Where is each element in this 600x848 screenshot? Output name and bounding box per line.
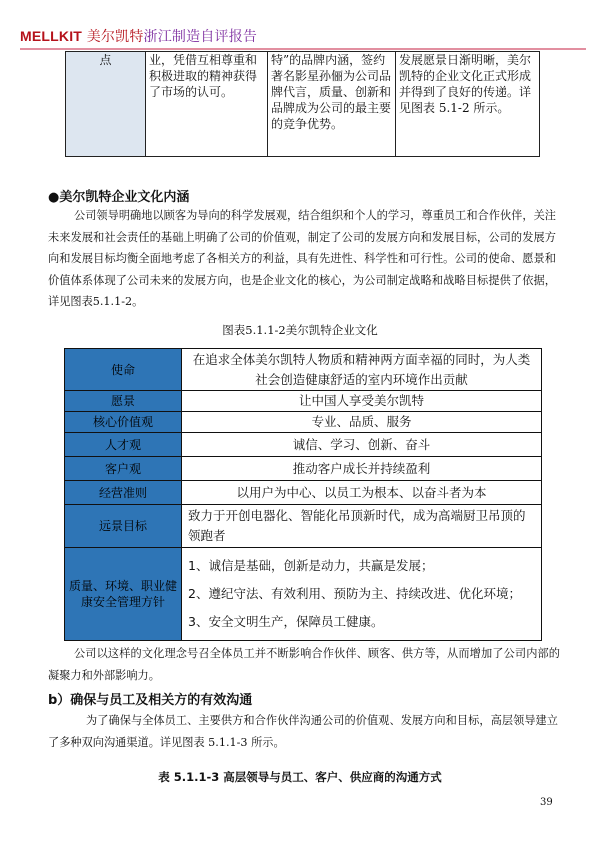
row-label: 核心价值观 <box>65 412 182 433</box>
row-value: 专业、品质、服务 <box>182 412 542 433</box>
table-cell: 业，凭借互相尊重和积极进取的精神获得了市场的认可。 <box>146 52 268 157</box>
table-cell: 点 <box>66 52 146 157</box>
section-heading: b）确保与员工及相关方的有效沟通 <box>48 693 253 708</box>
row-label: 远景目标 <box>65 505 182 548</box>
brand-name-cn: 美尔凯特 <box>82 29 144 45</box>
row-label: 使命 <box>65 349 182 391</box>
report-title: 浙江制造自评报告 <box>143 29 258 45</box>
header-divider <box>20 48 586 50</box>
table-caption: 表 5.1.1-3 高层领导与员工、客户、供应商的沟通方式 <box>158 770 442 784</box>
row-value: 诚信、学习、创新、奋斗 <box>182 433 542 457</box>
row-value <box>182 548 542 641</box>
policy-line: 1、诚信是基础，创新是动力，共赢是发展； <box>188 558 434 573</box>
page-number: 39 <box>540 797 553 808</box>
row-value: 致力于开创电器化、智能化吊顶新时代，成为高端厨卫吊顶的领跑者 <box>182 505 542 548</box>
row-label: 质量、环境、职业健康安全管理方针 <box>65 548 182 641</box>
continued-table <box>65 51 540 157</box>
row-value: 在追求全体美尔凯特人物质和精神两方面幸福的同时，为人类社会创造健康舒适的室内环境作出贡献 <box>182 349 542 391</box>
brand-name: MELLKIT <box>20 28 83 44</box>
row-label: 经营准则 <box>65 481 182 505</box>
row-value: 以用户为中心、以员工为根本、以奋斗者为本 <box>182 481 542 505</box>
body-paragraph: 为了确保与全体员工、主要供方和合作伙伴沟通公司的价值观、发展方向和目标，高层领导建立了多种双向沟通渠道。详见图表 5.1.1-3 所示。 <box>48 714 558 749</box>
row-label: 愿景 <box>65 391 182 412</box>
body-paragraph: 公司以这样的文化理念号召全体员工并不断影响合作伙伴、顾客、供方等，从而增加了公司内部的凝聚力和外部影响力。 <box>48 647 560 682</box>
policy-line: 3、安全文明生产，保障员工健康。 <box>188 614 384 629</box>
body-paragraph: 公司领导明确地以顾客为导向的科学发展观，结合组织和个人的学习，尊重员工和合作伙伴，关注未来发展和社会责任的基础上明确了公司的价值观，制定了公司的发展方向和发展目标，公司的发展方向和发展目标均衡全面地考虑了各相关方的利益，具有先进性、科学性和可行性。公司的使命、愿景和价值体系体现了公司未来的发展方向，也是企业文化的核心，为公司制定战略和战略目标提供了依据，详见图表5.1.1-2。 <box>48 209 556 308</box>
row-value: 让中国人享受美尔凯特 <box>182 391 542 412</box>
policy-line: 2、遵纪守法、有效利用、预防为主、持续改进、优化环境； <box>188 586 521 601</box>
table-cell: 特”的品牌内涵，签约著名影星孙俪为公司品牌代言，质量、创新和品牌成为公司的最主要的竞争优势。 <box>268 52 396 157</box>
table-cell: 发展愿景日渐明晰，美尔凯特的企业文化正式形成并得到了良好的传递。详见图表 5.1-2 所示。 <box>396 52 540 157</box>
page-header <box>20 26 257 46</box>
section-heading: ●美尔凯特企业文化内涵 <box>48 190 190 205</box>
row-value: 推动客户成长并持续盈利 <box>182 457 542 481</box>
figure-caption: 图表5.1.1-2美尔凯特企业文化 <box>222 323 378 337</box>
row-label: 人才观 <box>65 433 182 457</box>
row-label: 客户观 <box>65 457 182 481</box>
culture-table <box>64 348 542 641</box>
